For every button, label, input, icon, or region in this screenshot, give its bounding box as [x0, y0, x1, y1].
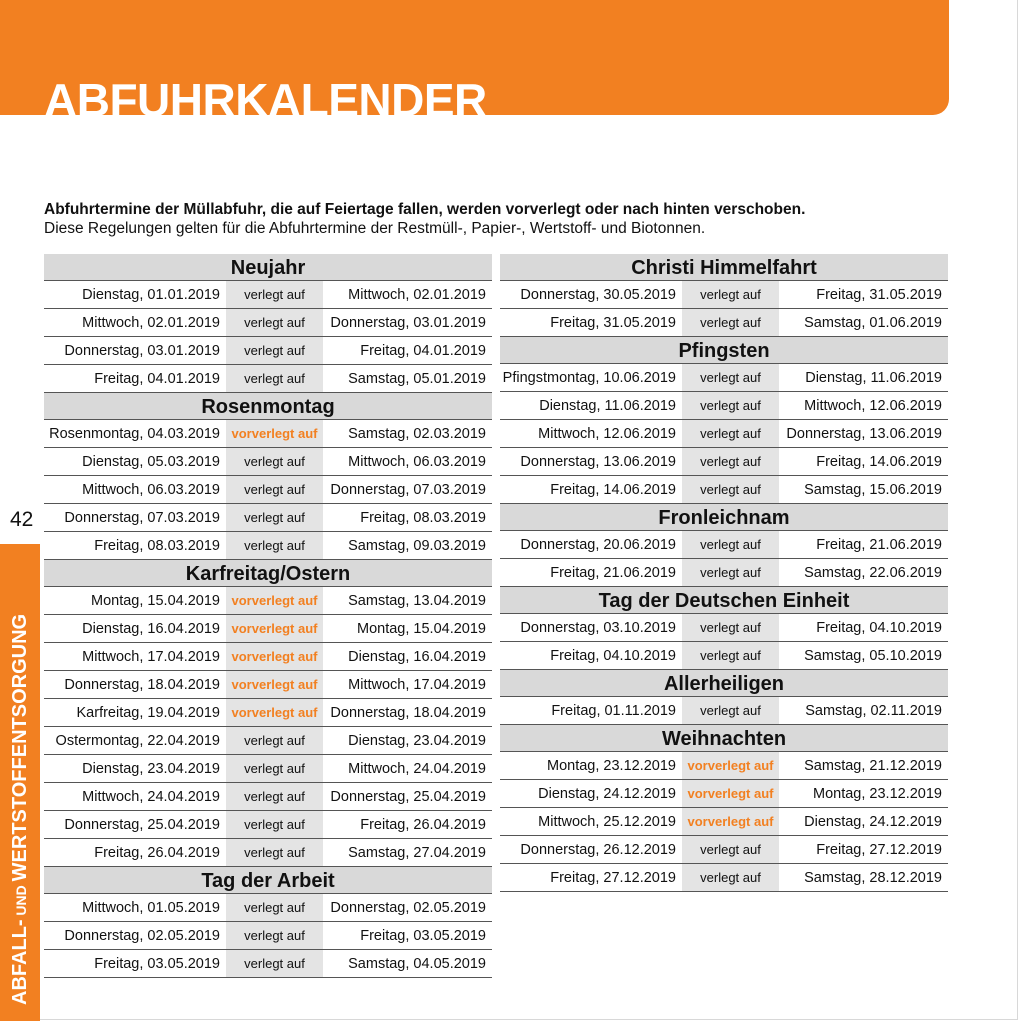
new-date: Samstag, 05.10.2019: [804, 648, 942, 664]
table-row: [44, 448, 492, 476]
shift-label: verlegt auf: [682, 420, 779, 447]
new-date: Samstag, 02.11.2019: [805, 703, 942, 719]
original-date: Freitag, 31.05.2019: [550, 315, 676, 331]
shift-label: verlegt auf: [682, 836, 779, 863]
shift-label: verlegt auf: [682, 864, 779, 891]
table-row: [44, 420, 492, 448]
new-date: Samstag, 02.03.2019: [348, 426, 486, 442]
shift-label: verlegt auf: [682, 531, 779, 558]
table-row: [44, 476, 492, 504]
original-date: Donnerstag, 03.01.2019: [64, 343, 220, 359]
new-date: Donnerstag, 25.04.2019: [330, 789, 486, 805]
side-tab-label: [7, 614, 34, 1005]
original-date: Mittwoch, 02.01.2019: [82, 315, 220, 331]
new-date: Mittwoch, 02.01.2019: [348, 287, 486, 303]
table-row: [44, 615, 492, 643]
table-row: [44, 727, 492, 755]
shift-label: verlegt auf: [682, 309, 779, 336]
new-date: Samstag, 05.01.2019: [348, 371, 486, 387]
table-row: [44, 894, 492, 922]
original-date: Mittwoch, 24.04.2019: [82, 789, 220, 805]
table-row: [500, 808, 948, 836]
table-row: [500, 752, 948, 780]
new-date: Freitag, 08.03.2019: [360, 510, 486, 526]
original-date: Mittwoch, 06.03.2019: [82, 482, 220, 498]
new-date: Samstag, 09.03.2019: [348, 538, 486, 554]
table-row: [44, 281, 492, 309]
table-row: [44, 699, 492, 727]
shift-label: verlegt auf: [226, 950, 323, 977]
table-row: [500, 836, 948, 864]
new-date: Samstag, 13.04.2019: [348, 593, 486, 609]
new-date: Freitag, 21.06.2019: [816, 537, 942, 553]
table-row: [44, 755, 492, 783]
holiday-header: Tag der Deutschen Einheit: [500, 587, 948, 614]
holiday-header: Allerheiligen: [500, 670, 948, 697]
new-date: Mittwoch, 17.04.2019: [348, 677, 486, 693]
holiday-header: Weihnachten: [500, 725, 948, 752]
new-date: Samstag, 01.06.2019: [804, 315, 942, 331]
new-date: Mittwoch, 12.06.2019: [804, 398, 942, 414]
shift-label: vorverlegt auf: [226, 615, 323, 642]
table-row: [44, 587, 492, 615]
table-row: [500, 364, 948, 392]
new-date: Donnerstag, 02.05.2019: [330, 900, 486, 916]
table-row: [500, 531, 948, 559]
shift-label: vorverlegt auf: [226, 699, 323, 726]
original-date: Donnerstag, 13.06.2019: [520, 454, 676, 470]
table-row: [44, 504, 492, 532]
holiday-header: Pfingsten: [500, 337, 948, 364]
new-date: Dienstag, 24.12.2019: [804, 814, 942, 830]
table-row: [500, 559, 948, 587]
shift-label: vorverlegt auf: [682, 780, 779, 807]
shift-label: verlegt auf: [226, 783, 323, 810]
original-date: Freitag, 26.04.2019: [94, 845, 220, 861]
table-row: [44, 811, 492, 839]
shift-label: verlegt auf: [226, 532, 323, 559]
table-row: [44, 532, 492, 560]
shift-label: verlegt auf: [226, 309, 323, 336]
shift-label: verlegt auf: [226, 811, 323, 838]
original-date: Freitag, 14.06.2019: [550, 482, 676, 498]
original-date: Rosenmontag, 04.03.2019: [49, 426, 220, 442]
intro-text: [44, 200, 805, 238]
shift-label: vorverlegt auf: [226, 643, 323, 670]
table-row: [500, 780, 948, 808]
table-row: [44, 783, 492, 811]
new-date: Freitag, 27.12.2019: [816, 842, 942, 858]
table-row: [44, 309, 492, 337]
new-date: Donnerstag, 03.01.2019: [330, 315, 486, 331]
original-date: Dienstag, 11.06.2019: [539, 398, 676, 414]
original-date: Dienstag, 16.04.2019: [82, 621, 220, 637]
original-date: Mittwoch, 12.06.2019: [538, 426, 676, 442]
side-label-part2: UND: [13, 881, 29, 920]
holiday-header: Rosenmontag: [44, 393, 492, 420]
original-date: Freitag, 03.05.2019: [94, 956, 220, 972]
shift-label: vorverlegt auf: [226, 420, 323, 447]
holiday-header: Karfreitag/Ostern: [44, 560, 492, 587]
new-date: Donnerstag, 13.06.2019: [786, 426, 942, 442]
new-date: Freitag, 03.05.2019: [360, 928, 486, 944]
original-date: Mittwoch, 25.12.2019: [538, 814, 676, 830]
original-date: Freitag, 01.11.2019: [551, 703, 676, 719]
holiday-header: Tag der Arbeit: [44, 867, 492, 894]
original-date: Montag, 15.04.2019: [91, 593, 220, 609]
intro-regular: Diese Regelungen gelten für die Abfuhrtermine der Restmüll-, Papier-, Wertstoff- und Biotonnen.: [44, 220, 706, 237]
original-date: Dienstag, 05.03.2019: [82, 454, 220, 470]
shift-label: verlegt auf: [226, 755, 323, 782]
original-date: Mittwoch, 17.04.2019: [82, 649, 220, 665]
shift-label: verlegt auf: [226, 365, 323, 392]
shift-label: verlegt auf: [682, 392, 779, 419]
shift-label: verlegt auf: [226, 337, 323, 364]
table-row: [500, 392, 948, 420]
shift-label: verlegt auf: [226, 476, 323, 503]
original-date: Dienstag, 24.12.2019: [538, 786, 676, 802]
new-date: Samstag, 15.06.2019: [804, 482, 942, 498]
new-date: Donnerstag, 07.03.2019: [330, 482, 486, 498]
shift-label: verlegt auf: [682, 364, 779, 391]
shift-label: verlegt auf: [226, 839, 323, 866]
calendar-column-left: [44, 254, 492, 978]
table-row: [500, 476, 948, 504]
table-row: [500, 642, 948, 670]
new-date: Freitag, 04.10.2019: [816, 620, 942, 636]
original-date: Freitag, 04.01.2019: [94, 371, 220, 387]
original-date: Donnerstag, 26.12.2019: [520, 842, 676, 858]
calendar-column-right: [500, 254, 948, 892]
original-date: Pfingstmontag, 10.06.2019: [502, 370, 676, 386]
table-row: [500, 614, 948, 642]
table-row: [500, 697, 948, 725]
original-date: Donnerstag, 25.04.2019: [64, 817, 220, 833]
table-row: [44, 671, 492, 699]
original-date: Donnerstag, 07.03.2019: [64, 510, 220, 526]
shift-label: verlegt auf: [682, 281, 779, 308]
shift-label: verlegt auf: [226, 894, 323, 921]
side-label-part1: ABFALL-: [9, 919, 31, 1005]
table-row: [500, 420, 948, 448]
original-date: Freitag, 04.10.2019: [550, 648, 676, 664]
original-date: Mittwoch, 01.05.2019: [82, 900, 220, 916]
holiday-header: Fronleichnam: [500, 504, 948, 531]
page-title: ABFUHRKALENDER: [44, 74, 487, 126]
shift-label: verlegt auf: [682, 614, 779, 641]
new-date: Samstag, 27.04.2019: [348, 845, 486, 861]
shift-label: verlegt auf: [682, 642, 779, 669]
table-row: [500, 864, 948, 892]
intro-bold: Abfuhrtermine der Müllabfuhr, die auf Feiertage fallen, werden vorverlegt oder nach hinten verschoben.: [44, 201, 806, 218]
table-row: [44, 337, 492, 365]
shift-label: vorverlegt auf: [682, 808, 779, 835]
new-date: Samstag, 28.12.2019: [804, 870, 942, 886]
original-date: Donnerstag, 18.04.2019: [64, 677, 220, 693]
new-date: Freitag, 04.01.2019: [360, 343, 486, 359]
shift-label: verlegt auf: [226, 922, 323, 949]
new-date: Montag, 23.12.2019: [813, 786, 942, 802]
new-date: Samstag, 04.05.2019: [348, 956, 486, 972]
shift-label: verlegt auf: [682, 448, 779, 475]
holiday-header: Christi Himmelfahrt: [500, 254, 948, 281]
original-date: Donnerstag, 20.06.2019: [520, 537, 676, 553]
shift-label: vorverlegt auf: [226, 671, 323, 698]
original-date: Donnerstag, 03.10.2019: [520, 620, 676, 636]
shift-label: verlegt auf: [226, 504, 323, 531]
table-row: [44, 922, 492, 950]
new-date: Samstag, 22.06.2019: [804, 565, 942, 581]
table-row: [500, 281, 948, 309]
holiday-header: Neujahr: [44, 254, 492, 281]
new-date: Mittwoch, 24.04.2019: [348, 761, 486, 777]
shift-label: vorverlegt auf: [226, 587, 323, 614]
new-date: Dienstag, 16.04.2019: [348, 649, 486, 665]
table-row: [44, 950, 492, 978]
shift-label: verlegt auf: [226, 727, 323, 754]
original-date: Ostermontag, 22.04.2019: [55, 733, 220, 749]
table-row: [500, 448, 948, 476]
page-number: 42: [10, 508, 34, 531]
shift-label: verlegt auf: [226, 281, 323, 308]
shift-label: verlegt auf: [682, 697, 779, 724]
original-date: Freitag, 08.03.2019: [94, 538, 220, 554]
table-row: [44, 839, 492, 867]
shift-label: verlegt auf: [682, 476, 779, 503]
table-row: [44, 365, 492, 393]
original-date: Freitag, 21.06.2019: [550, 565, 676, 581]
original-date: Dienstag, 23.04.2019: [82, 761, 220, 777]
original-date: Freitag, 27.12.2019: [550, 870, 676, 886]
original-date: Donnerstag, 30.05.2019: [520, 287, 676, 303]
shift-label: verlegt auf: [682, 559, 779, 586]
new-date: Donnerstag, 18.04.2019: [330, 705, 486, 721]
new-date: Freitag, 14.06.2019: [816, 454, 942, 470]
shift-label: vorverlegt auf: [682, 752, 779, 779]
table-row: [44, 643, 492, 671]
original-date: Karfreitag, 19.04.2019: [76, 705, 220, 721]
shift-label: verlegt auf: [226, 448, 323, 475]
side-label-part3: WERTSTOFFENTSORGUNG: [9, 613, 31, 882]
new-date: Samstag, 21.12.2019: [804, 758, 942, 774]
new-date: Freitag, 31.05.2019: [816, 287, 942, 303]
new-date: Dienstag, 23.04.2019: [348, 733, 486, 749]
table-row: [500, 309, 948, 337]
new-date: Montag, 15.04.2019: [357, 621, 486, 637]
new-date: Freitag, 26.04.2019: [360, 817, 486, 833]
original-date: Montag, 23.12.2019: [547, 758, 676, 774]
new-date: Mittwoch, 06.03.2019: [348, 454, 486, 470]
new-date: Dienstag, 11.06.2019: [805, 370, 942, 386]
original-date: Donnerstag, 02.05.2019: [64, 928, 220, 944]
original-date: Dienstag, 01.01.2019: [82, 287, 220, 303]
